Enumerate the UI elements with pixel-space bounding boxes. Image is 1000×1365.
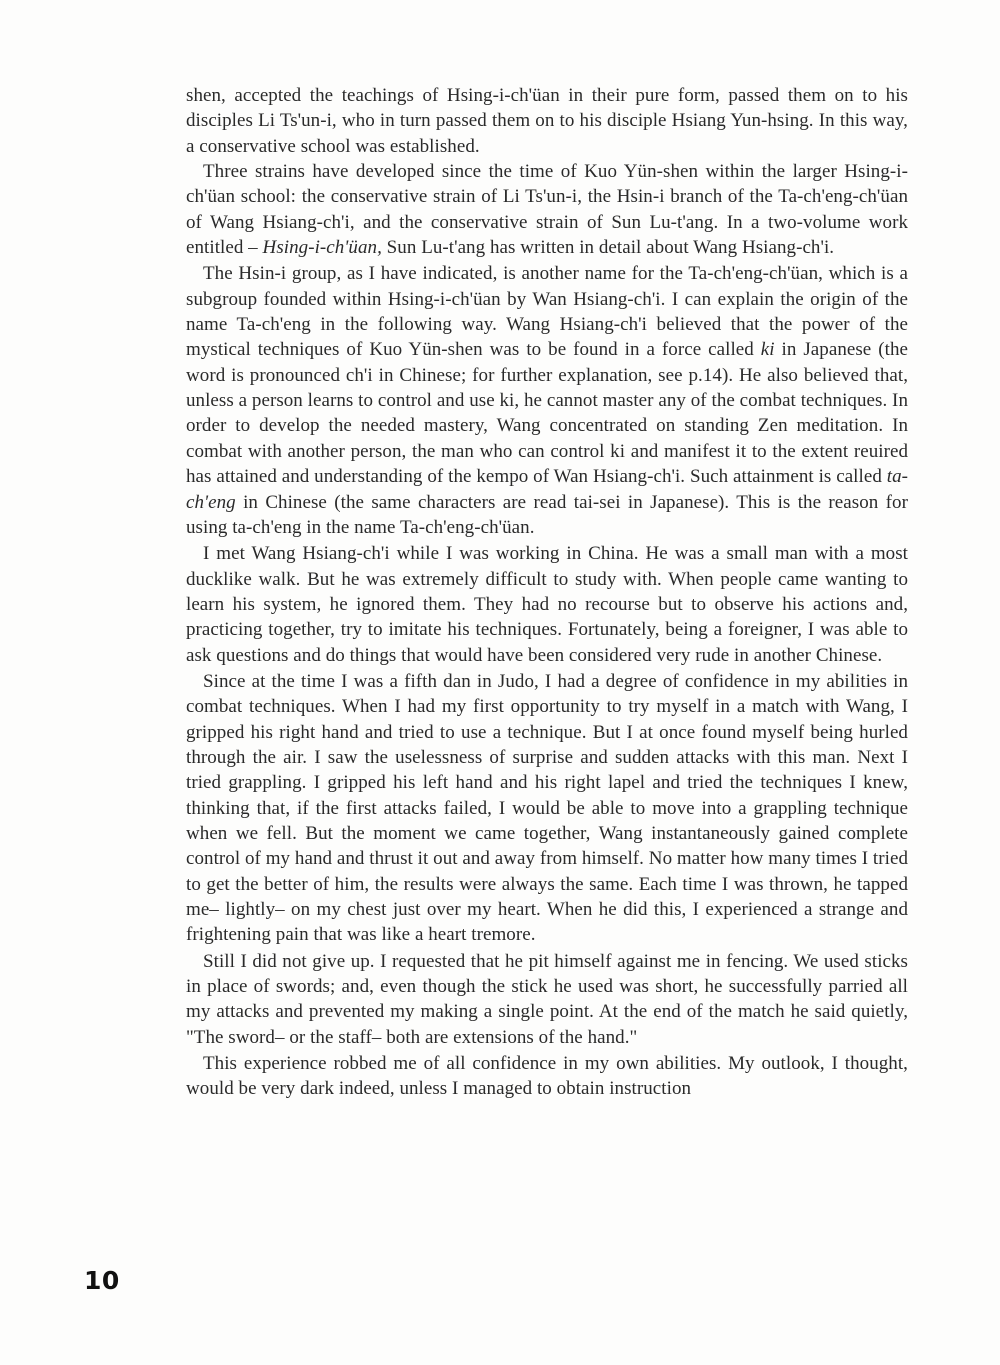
book-title-hsing-i-chuan: Hsing-i-ch'üan,: [262, 237, 382, 259]
paragraph-1: shen, accepted the teachings of Hsing-i-ch'üan in their pure form, passed them on to his disciples Li Ts'un-i, who in turn passed them on to his disciple Hsiang Yun-hsing. In this way, a conservative school was established.: [186, 85, 908, 157]
paragraph-3-text-a: The Hsin-i group, as I have indicated, is another name for the Ta-ch'eng-ch'üan, which is a subgroup founded within Hsing-i-ch'üan by Wan Hsiang-ch'i. I can explain the origin of the name Ta-ch'eng in the following way. Wang Hsiang-ch'i believed that the power of the mystical techniques of Kuo Yün-shen was to be found in a force called: [186, 263, 908, 361]
term-ki: ki: [760, 339, 775, 361]
paragraph-2-text-a: Three strains have developed since the time of Kuo Yün-shen within the larger Hsing-i-ch'üan school: the conservative strain of Li Ts'un-i, the Hsin-i branch of the Ta-ch'eng-ch'üan of Wang Hsiang-ch'i, and the conservative strain of Sun Lu-t'ang. In a two-volume work entitled –: [186, 161, 908, 259]
paragraph-5: Since at the time I was a fifth dan in Judo, I had a degree of confidence in my abilities in combat techniques. When I had my first opportunity to try myself in a match with Wang, I gripped his right hand and tried to use a technique. But I at once found myself being hurled through the air. I saw the uselessness of surprise and sudden attacks with this man. Next I tried grappling. I gripped his left hand and his right lapel and tried the techniques I knew, thinking that, if the first attacks failed, I would be able to move into a grappling technique when we fell. But the moment we came together, Wang instantaneously gained complete control of my hand and thrust it out and away from himself. No matter how many times I tried to get the better of him, the results were always the same. Each time I was thrown, he tapped me– lightly– on my chest just over my heart. When he did this, I experienced a strange and frightening pain that was like a heart tremore.: [186, 670, 908, 946]
term-ta-cheng: ta-ch'eng: [186, 466, 908, 513]
paragraph-7: This experience robbed me of all confidence in my own abilities. My outlook, I thought, would be very dark indeed, unless I managed to obtain instruction: [186, 1053, 908, 1100]
paragraph-6: Still I did not give up. I requested that he pit himself against me in fencing. We used sticks in place of swords; and, even though the stick he used was short, he successfully parried all my attacks and prevented my making a single point. At the end of the match he said quietly, "The sword– or the staff– both are extensions of the hand.": [186, 950, 908, 1048]
paragraph-3-text-c: in Chinese (the same characters are read tai-sei in Japanese). This is the reason for using ta-ch'eng in the name Ta-ch'eng-ch'üan.: [186, 491, 908, 538]
paragraph-2-text-b: Sun Lu-t'ang has written in detail about Wang Hsiang-ch'i.: [381, 237, 835, 259]
body-text: [186, 83, 908, 1102]
paragraph-3: [186, 261, 908, 540]
paragraph-2: [186, 159, 908, 260]
page-number: 10: [84, 1266, 120, 1295]
paragraph-3-text-b: in Japanese (the word is pronounced ch'i in Chinese; for further explanation, see p.14). He also believed that, unless a person learns to control and use ki, he cannot master any of the combat techniques. In order to develop the needed mastery, Wang concentrated on standing Zen meditation. In combat with another person, the man who can control ki and manifest it to the extent reuired has attained and understanding of the kempo of Wan Hsiang-ch'i. Such attainment is called: [186, 339, 908, 488]
paragraph-4: I met Wang Hsiang-ch'i while I was working in China. He was a small man with a most ducklike walk. But he was extremely difficult to study with. When people came wanting to learn his system, he ignored them. They had no recourse but to observe his actions and, practicing together, try to imitate his techniques. Fortunately, being a foreigner, I was able to ask questions and do things that would have been considered very rude in another Chinese.: [186, 543, 908, 666]
